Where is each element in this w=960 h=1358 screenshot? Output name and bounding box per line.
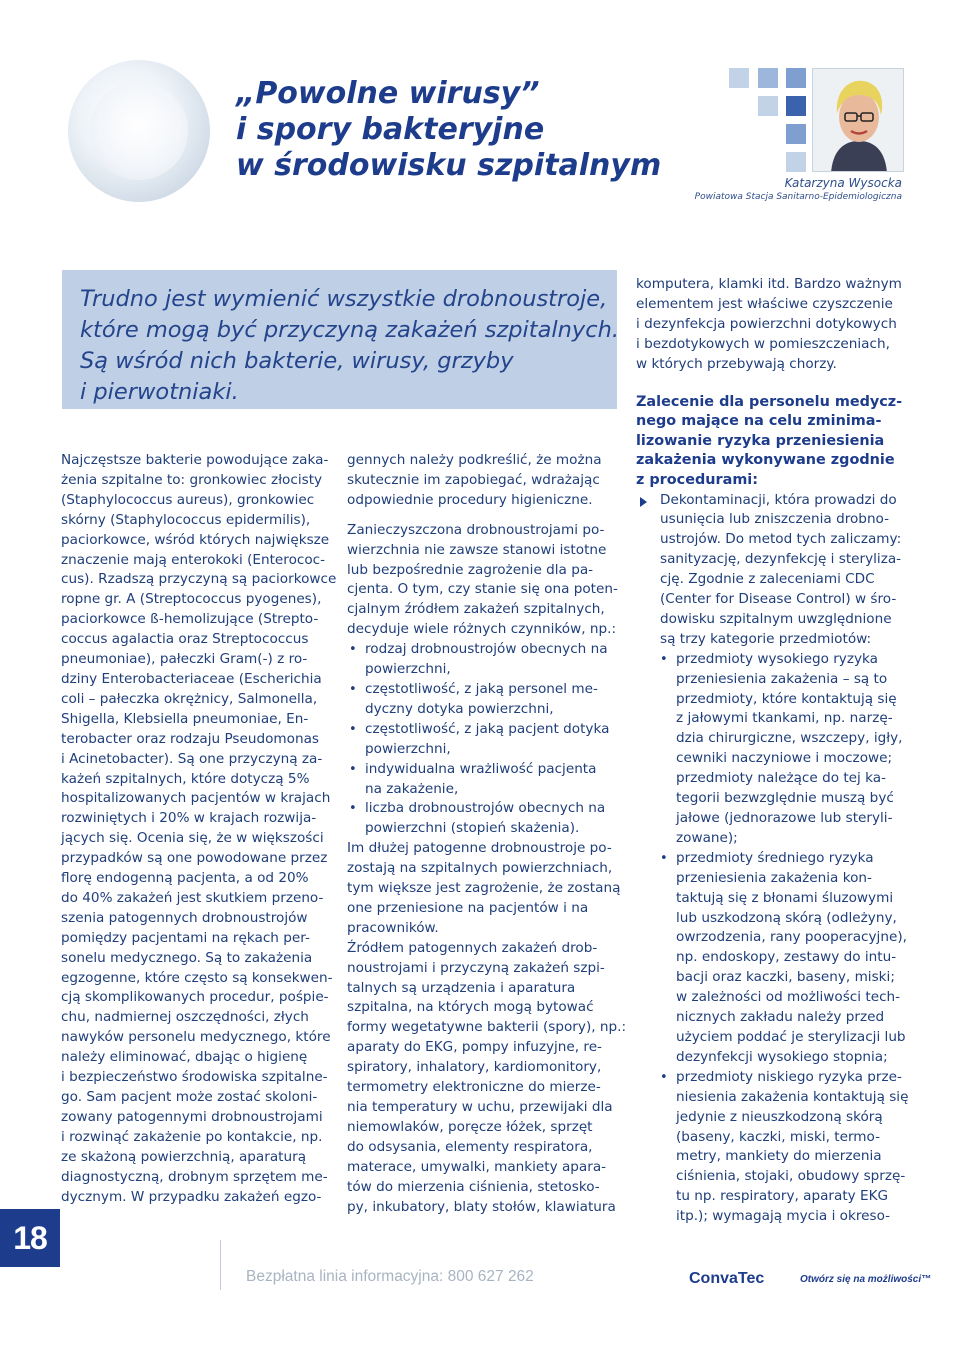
bullet-line: użyciem poddać je sterylizacji lub: [676, 1028, 906, 1045]
bullet-line: przedmioty, które kontaktują się: [676, 690, 897, 707]
bullet-line: np. endoskopy, zestawy do intu-: [676, 949, 897, 966]
body-line: florę endogenną pacjenta, a od 20%: [61, 870, 309, 887]
bullet-line: nicznych zakładu należy przed: [676, 1009, 885, 1026]
body-line: szpitalna, na których mogą bytować: [347, 999, 594, 1016]
body-line: sonelu medycznego. Są to zakażenia: [61, 949, 313, 966]
bullet-dot-icon: •: [660, 1069, 668, 1085]
body-line: paciorkowce, wśród których największe: [61, 531, 330, 548]
body-line: pneumoniae), pałeczki Gram(-) z ro-: [61, 651, 308, 668]
section-heading: nego mające na celu zminima-: [636, 413, 882, 430]
body-line: egzogenne, które często są konsekwen-: [61, 969, 333, 986]
convatec-logo: [640, 1268, 680, 1294]
body-line: nawyków personelu medycznego, które: [61, 1029, 331, 1046]
section-heading: Zalecenie dla personelu medycz-: [636, 393, 903, 410]
body-line: do 40% zakażeń jest skutkiem przeno-: [61, 889, 324, 906]
body-line: decyduje wiele różnych czynników, np.:: [347, 621, 617, 638]
lead-line: Trudno jest wymienić wszystkie drobnoustroje,: [80, 286, 608, 312]
bullet-dot-icon: •: [660, 850, 668, 866]
title-line: w środowisku szpitalnym: [236, 148, 662, 183]
bullet-item: [660, 650, 911, 849]
bullet-line: powierzchni (stopień skażenia).: [365, 820, 580, 837]
bullet-line: rodzaj drobnoustrojów obecnych na: [365, 641, 608, 658]
body-line: ustrojów. Do metod tych zaliczamy:: [660, 531, 902, 548]
body-line: niemowlaków, poręcze łóżek, sprzęt: [347, 1118, 593, 1135]
body-line: cus). Rzadszą przyczyną są paciorkowce: [61, 571, 337, 588]
body-line: paciorkowce ß-hemolizujące (Strepto-: [61, 611, 319, 628]
triangle-bullet-icon: [640, 497, 647, 507]
brand-tagline: Otwórz się na możliwości™: [800, 1274, 932, 1285]
body-line: tów do mierzenia ciśnienia, stetosko-: [347, 1178, 600, 1195]
body-line: tym większe jest zagrożenie, że zostaną: [347, 880, 621, 897]
body-line: należy eliminować, dbając o higienę: [61, 1049, 308, 1066]
body-line: komputera, klamki itd. Bardzo ważnym: [636, 276, 902, 292]
body-line: znaczenie mają enterokoki (Enterococ-: [61, 551, 326, 568]
author-photo: [812, 68, 904, 172]
bullet-line: przedmioty niskiego ryzyka prze-: [676, 1068, 902, 1085]
sub-bullet-list: [660, 650, 911, 1227]
square: [786, 68, 806, 88]
body-line: cję. Zgodnie z zaleceniami CDC: [660, 571, 875, 588]
body-line: w których przebywają chorzy.: [636, 355, 837, 372]
body-line: zostają na szpitalnych powierzchniach,: [347, 860, 613, 877]
body-line: i dezynfekcja powierzchni dotykowych: [636, 315, 897, 332]
bullet-line: niesienia zakażenia kontaktują się: [676, 1088, 909, 1105]
body-line: coccus agalactia oraz Streptococcus: [61, 631, 309, 648]
body-line: spiratory, inhalatory, kardiomonitory,: [347, 1059, 602, 1076]
body-line: dziny Enterobacteriaceae (Escherichia: [61, 670, 322, 687]
bullet-line: bacji oraz kaczki, baseny, miski;: [676, 969, 895, 986]
column-3: [636, 275, 911, 1227]
footer-divider: [220, 1240, 221, 1290]
bullet-line: powierzchni,: [365, 740, 451, 757]
body-line: i bezpieczeństwo środowiska szpitalne-: [61, 1069, 328, 1086]
body-line: noustrojami i przyczyną zakażeń szpi-: [347, 959, 605, 976]
body-line: i rozwinąć zakażenie po kontakcie, np.: [61, 1128, 323, 1145]
bullet-line: częstotliwość, z jaką personel me-: [365, 680, 598, 697]
body-line: go. Sam pacjent może zostać skoloni-: [61, 1089, 318, 1105]
bullet-line: jałowe (jednorazowe lub steryli-: [676, 810, 893, 826]
bullet-item: [347, 760, 622, 800]
body-line: cjenta. O tym, czy stanie się ona poten-: [347, 581, 618, 598]
portrait-image: [813, 69, 904, 172]
body-line: Shigella, Klebsiella pneumoniae, En-: [61, 710, 309, 727]
brand-name: ConvaTec: [689, 1270, 765, 1287]
bullet-line: liczba drobnoustrojów obecnych na: [365, 800, 606, 817]
section-heading: z procedurami:: [636, 471, 758, 488]
lead-paragraph: [80, 284, 620, 408]
author-credit: [695, 176, 902, 203]
body-line: żenia szpitalne to: gronkowiec złocisty: [61, 471, 323, 488]
bullet-item: [660, 849, 911, 1068]
square: [729, 68, 749, 88]
lead-line: i pierwotniaki.: [80, 379, 239, 405]
logo-circle: [68, 60, 210, 202]
body-line: one przeniesione na pacjentów i na: [347, 899, 589, 916]
square: [758, 68, 778, 88]
bullet-dot-icon: •: [349, 721, 357, 737]
body-line: skutecznie im zapobiegać, wdrażając: [347, 471, 600, 488]
bullet-item: [347, 799, 622, 839]
body-line: Im dłużej patogenne drobnoustroje po-: [347, 840, 612, 857]
body-line: (Staphylococcus aureus), gronkowiec: [61, 491, 315, 508]
body-line: Dekontaminacji, która prowadzi do: [660, 491, 897, 508]
bullet-line: na zakażenie,: [365, 780, 459, 797]
bullet-line: owrzodzenia, rany pooperacyjne),: [676, 929, 907, 946]
square: [786, 152, 806, 172]
bullet-item: [347, 640, 622, 680]
bullet-line: przedmioty wysokiego ryzyka: [676, 650, 878, 667]
bullet-line: przedmioty należące do tej ka-: [676, 770, 887, 787]
body-line: skórny (Staphylococcus epidermilis),: [61, 511, 311, 528]
body-line: cją skomplikowanych procedur, pośpie-: [61, 989, 329, 1006]
body-line: nia temperatury w uchu, przewijaki dla: [347, 1099, 613, 1115]
body-line: py, inkubatory, blaty stołów, klawiatura: [347, 1198, 616, 1215]
bullet-line: powierzchni,: [365, 661, 451, 678]
body-line: Zanieczyszczona drobnoustrojami po-: [347, 521, 605, 538]
body-line: dycznym. W przypadku zakażeń egzo-: [61, 1188, 322, 1205]
body-line: dowisku szpitalnym uwzględnione: [660, 610, 892, 627]
lead-line: Są wśród nich bakterie, wirusy, grzyby: [80, 348, 514, 374]
bullet-dot-icon: •: [349, 801, 357, 817]
bullet-dot-icon: •: [349, 642, 357, 658]
body-line: coli – pałeczka okrężnicy, Salmonella,: [61, 690, 318, 707]
bullet-line: dezynfekcji wysokiego stopnia;: [676, 1048, 888, 1065]
body-line: jących się. Ocenia się, że w większości: [61, 830, 324, 847]
bullet-line: z jałowymi tkankami, np. narzę-: [676, 710, 893, 727]
body-line: szenia patogennych drobnoustrojów: [61, 909, 308, 926]
bullet-line: (baseny, kaczki, miski, termo-: [676, 1128, 881, 1145]
body-line: ropne gr. A (Streptococcus pyogenes),: [61, 591, 322, 608]
body-line: diagnostyczną, drobnym sprzętem me-: [61, 1168, 328, 1185]
bullet-item: [660, 1068, 911, 1227]
bullet-item: [347, 680, 622, 720]
bullet-line: w zależności od możliwości tech-: [676, 989, 901, 1006]
author-institution: Powiatowa Stacja Sanitarno-Epidemiologiczna: [694, 192, 902, 202]
bullet-line: jedynie z nieuszkodzoną skórą: [676, 1108, 883, 1125]
body-line: aparaty do EKG, pompy infuzyjne, re-: [347, 1039, 602, 1056]
body-line: wierzchnia nie zawsze stanowi istotne: [347, 541, 607, 558]
body-line: każeń szpitalnych, które dotyczą 5%: [61, 770, 310, 787]
section-heading: lizowanie ryzyka przeniesienia: [636, 432, 885, 449]
body-line: ze skażoną powierzchnią, aparaturą: [61, 1148, 307, 1165]
arrow-item: [636, 491, 911, 1228]
bullet-line: dyczny dotyka powierzchni,: [365, 700, 554, 717]
body-line: pomiędzy pacjentami na rękach per-: [61, 929, 310, 946]
bullet-line: przedmioty średniego ryzyka: [676, 849, 874, 866]
bullet-line: indywidualna wrażliwość pacjenta: [365, 760, 597, 777]
body-line: Najczęstsze bakterie powodujące zaka-: [61, 452, 329, 468]
body-line: cjalnym źródłem zakażeń szpitalnych,: [347, 601, 605, 618]
bullet-line: itp.); wymagają mycia i okreso-: [676, 1208, 891, 1225]
title-line: „Powolne wirusy”: [236, 76, 540, 111]
body-line: i bezdotykowych w pomieszczeniach,: [636, 335, 890, 352]
body-line: Źródłem patogennych zakażeń drob-: [347, 939, 598, 956]
column-1: [61, 451, 337, 1207]
bullet-line: cewniki naczyniowe i moczowe;: [676, 750, 893, 767]
body-line: terobacter oraz rodzaju Pseudomonas: [61, 730, 319, 747]
hotline-text: Bezpłatna linia informacyjna: 800 627 262: [246, 1268, 534, 1285]
title-line: i spory bakteryjne: [236, 112, 545, 147]
body-line: lub bezpośrednie zagrożenie dla pa-: [347, 561, 594, 578]
page-number: 18: [13, 1220, 47, 1256]
square: [758, 96, 778, 116]
author-name: Katarzyna Wysocka: [784, 176, 902, 190]
body-line: termometry elektroniczne do mierze-: [347, 1079, 601, 1096]
section-heading: zakażenia wykonywane zgodnie: [636, 452, 895, 469]
bullet-line: metry, mankiety do mierzenia: [676, 1148, 882, 1165]
body-line: sanityzację, dezynfekcję i steryliza-: [660, 551, 902, 568]
body-line: elementem jest właściwe czyszczenie: [636, 295, 893, 312]
bullet-line: zowane);: [676, 829, 738, 846]
bullet-line: częstotliwość, z jaką pacjent dotyka: [365, 720, 610, 737]
bullet-line: ciśnienia, stojaki, obudowy sprzę-: [676, 1168, 906, 1185]
bullet-line: lub uszkodzoną skórą (odleżyny,: [676, 909, 897, 926]
body-line: są trzy kategorie przedmiotów:: [660, 630, 872, 647]
lead-line: które mogą być przyczyną zakażeń szpitalnych.: [80, 317, 620, 343]
bullet-line: przeniesienia zakażenia – są to: [676, 670, 888, 687]
body-line: rozwiniętych i 20% w krajach rozwija-: [61, 810, 317, 827]
bullet-dot-icon: •: [349, 761, 357, 777]
article-title: [236, 76, 676, 184]
body-line: pracowników.: [347, 919, 439, 936]
bullet-line: przeniesienia zakażenia kon-: [676, 869, 872, 886]
body-line: odpowiednie procedury higieniczne.: [347, 491, 593, 508]
body-line: talnych są urządzenia i aparatura: [347, 979, 576, 996]
square: [786, 124, 806, 144]
body-line: materace, umywalki, mankiety apara-: [347, 1158, 607, 1175]
bullet-line: tu np. respiratory, aparaty EKG: [676, 1188, 889, 1205]
body-line: usunięcia lub zniszczenia drobno-: [660, 511, 890, 528]
bullet-item: [347, 720, 622, 760]
body-line: gennych należy podkreślić, że można: [347, 452, 602, 468]
body-line: formy wegetatywne bakterii (spory), np.:: [347, 1019, 627, 1036]
square: [786, 96, 806, 116]
body-line: i Acinetobacter). Są one przyczyną za-: [61, 750, 323, 767]
body-line: hospitalizowanych pacjentów w krajach: [61, 790, 331, 807]
bullet-dot-icon: •: [660, 651, 668, 667]
bullet-line: dzia chirurgiczne, wszczepy, igły,: [676, 730, 903, 747]
bullet-dot-icon: •: [349, 681, 357, 697]
body-line: chu, nadmiernej oszczędności, złych: [61, 1009, 309, 1026]
bullet-line: taktują się z błonami śluzowymi: [676, 889, 894, 906]
body-line: przypadków są one powodowane przez: [61, 850, 328, 867]
bullet-line: tegorii bezwzględnie muszą być: [676, 790, 894, 807]
body-line: do odsysania, elementy respiratora,: [347, 1138, 593, 1155]
body-line: (Center for Disease Control) w śro-: [660, 591, 897, 608]
body-line: zowany patogennymi drobnoustrojami: [61, 1108, 323, 1125]
column-2: [347, 451, 627, 1217]
